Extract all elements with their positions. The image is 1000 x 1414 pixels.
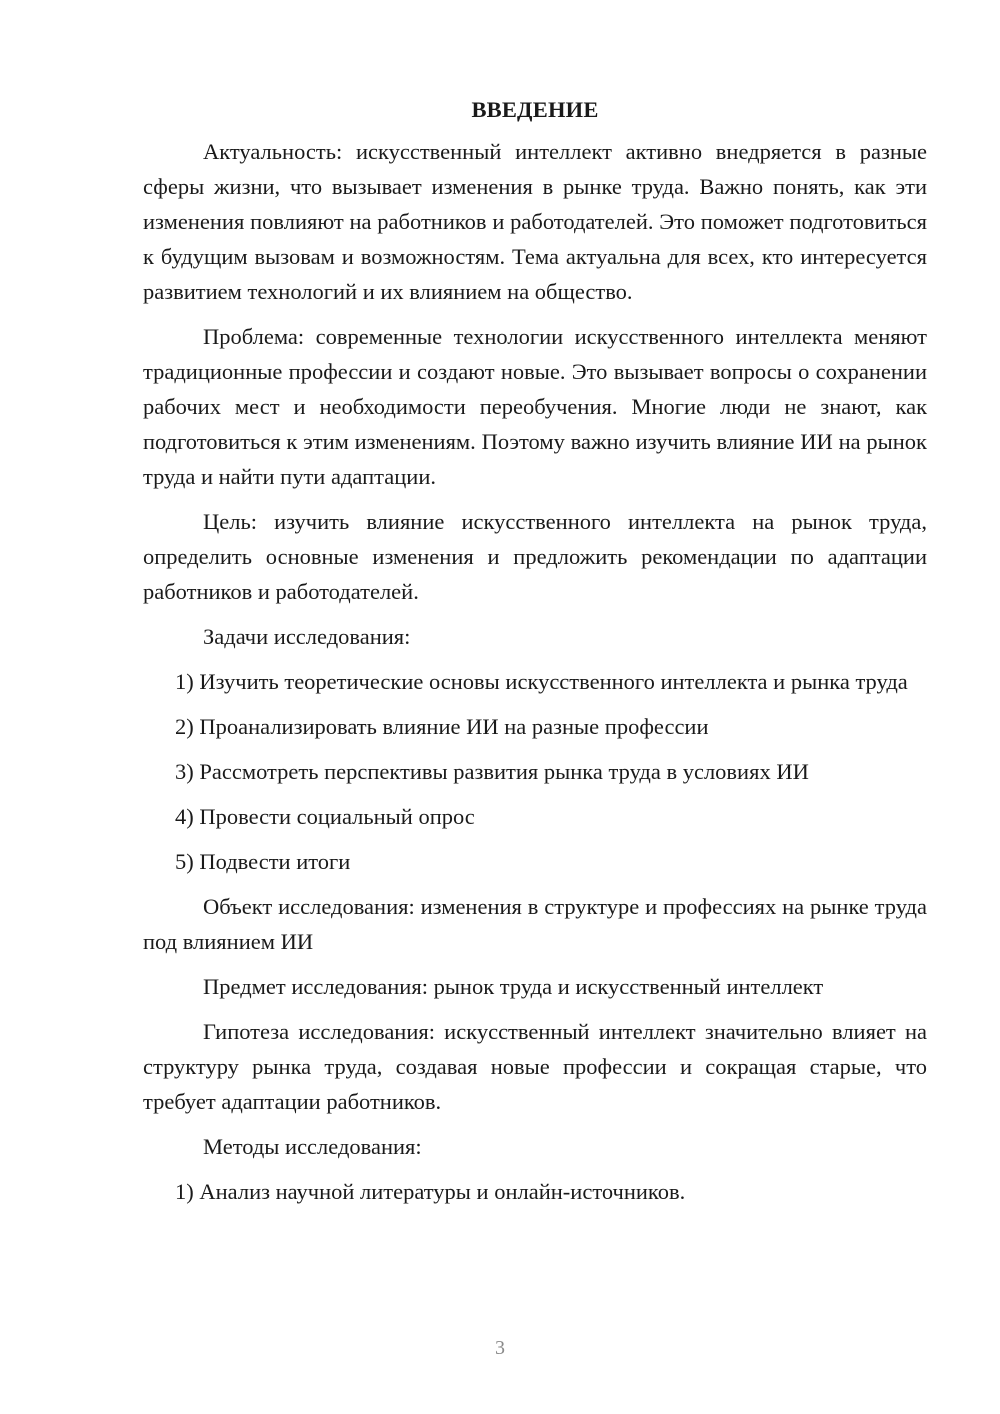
relevance-paragraph: Актуальность: искусственный интеллект активно внедряется в разные сферы жизни, что вызывает изменения в рынке труда. Важно понять, как эти изменения повлияют на работников и работодателей. Это поможет подготовиться к будущим вызовам и возможностям. Тема актуальна для всех, кто интересуется развитием технологий и их влиянием на общество.: [143, 139, 927, 304]
task-item-3: 3) Рассмотреть перспективы развития рынка труда в условиях ИИ: [175, 759, 809, 784]
section-title: ВВЕДЕНИЕ: [471, 97, 599, 122]
methods-heading: Методы исследования:: [203, 1134, 422, 1159]
hypothesis-paragraph: Гипотеза исследования: искусственный интеллект значительно влияет на структуру рынка труда, создавая новые профессии и сокращая старые, что требует адаптации работников.: [143, 1019, 927, 1114]
page-number: 3: [495, 1337, 505, 1359]
goal-paragraph: Цель: изучить влияние искусственного интеллекта на рынок труда, определить основные изменения и предложить рекомендации по адаптации работников и работодателей.: [143, 509, 927, 604]
task-item-5: 5) Подвести итоги: [175, 849, 351, 874]
tasks-heading: Задачи исследования:: [203, 624, 411, 649]
problem-paragraph: Проблема: современные технологии искусственного интеллекта меняют традиционные профессии и создают новые. Это вызывает вопросы о сохранении рабочих мест и необходимости переобучения. Многие люди не знают, как подготовиться к этим изменениям. Поэтому важно изучить влияние ИИ на рынок труда и найти пути адаптации.: [143, 324, 927, 489]
task-item-1: 1) Изучить теоретические основы искусственного интеллекта и рынка труда: [175, 669, 908, 694]
document-page: [143, 92, 927, 1219]
method-item-1: 1) Анализ научной литературы и онлайн-источников.: [175, 1179, 686, 1204]
task-item-2: 2) Проанализировать влияние ИИ на разные профессии: [175, 714, 709, 739]
object-paragraph: Объект исследования: изменения в структуре и профессиях на рынке труда под влиянием ИИ: [143, 894, 927, 954]
task-item-4: 4) Провести социальный опрос: [175, 804, 475, 829]
subject-paragraph: Предмет исследования: рынок труда и искусственный интеллект: [203, 974, 824, 999]
